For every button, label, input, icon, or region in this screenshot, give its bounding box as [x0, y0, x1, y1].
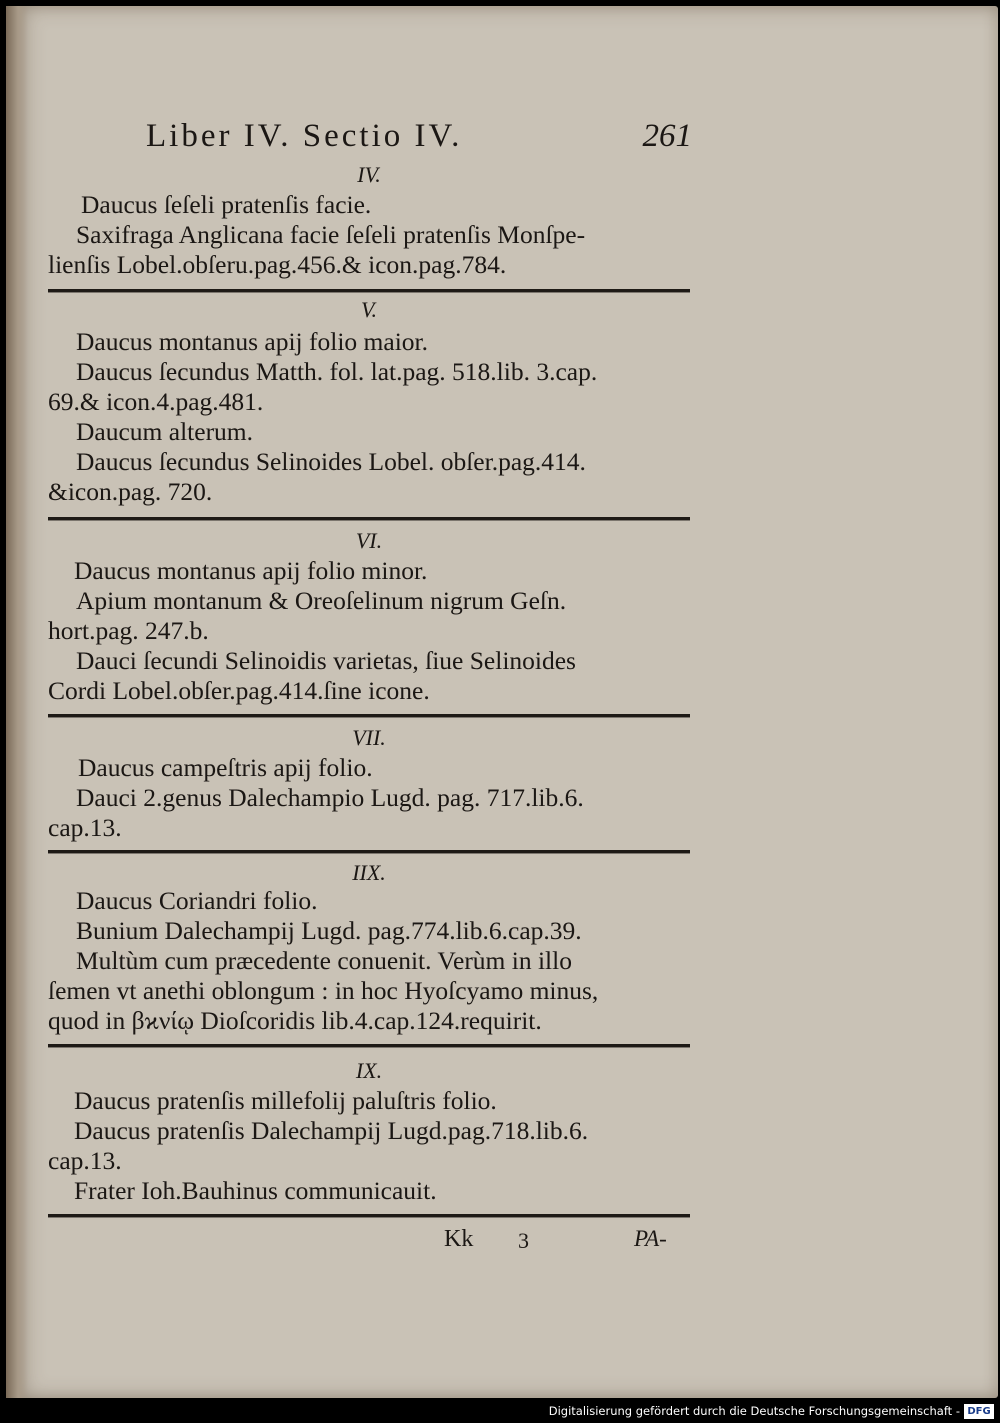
entry-line: Daucus Coriandri folio.	[76, 886, 318, 915]
entry-line: lienſis Lobel.obſeru.pag.456.& icon.pag.784.	[48, 250, 507, 279]
entry-line: quod in βϰνίῳ Dioſcoridis lib.4.cap.124.requirit.	[48, 1006, 542, 1035]
entry-line: hort.pag. 247.b.	[48, 616, 209, 645]
entry-line: Frater Ioh.Bauhinus communicauit.	[74, 1176, 437, 1205]
entry-section-vii	[48, 725, 690, 855]
page-number: 261	[642, 118, 692, 154]
entry-line: Multùm cum præcedente conuenit. Verùm in illo	[76, 946, 572, 975]
entry-line: Bunium Dalechampij Lugd. pag.774.lib.6.cap.39.	[76, 916, 582, 945]
signature-mark: Kk	[444, 1226, 474, 1252]
section-numeral: IIX.	[352, 860, 386, 885]
entry-line: cap.13.	[48, 1146, 122, 1175]
section-numeral: VII.	[352, 725, 386, 750]
running-header-title: Liber IV. Sectio IV.	[146, 118, 463, 154]
digitization-bar	[0, 1401, 1000, 1423]
section-divider	[48, 850, 690, 853]
section-numeral: VI.	[355, 528, 383, 553]
section-divider	[48, 1044, 690, 1047]
entry-line: Daucus campeſtris apij folio.	[78, 753, 373, 782]
entry-line: Saxifraga Anglicana facie ſeſeli pratenſis Monſpe-	[76, 220, 586, 249]
page-footer	[0, 1226, 1000, 1260]
section-numeral: IX.	[355, 1058, 383, 1083]
entry-section-v	[48, 297, 690, 521]
entry-line: Daucus montanus apij folio minor.	[74, 556, 428, 585]
section-divider	[48, 289, 690, 292]
entry-line: Cordi Lobel.obſer.pag.414.ſine icone.	[48, 676, 430, 705]
section-numeral: V.	[360, 297, 378, 322]
section-divider	[48, 1214, 690, 1217]
entry-section-iix	[48, 860, 690, 1050]
entry-line: &icon.pag. 720.	[48, 477, 213, 506]
entry-section-ix	[48, 1058, 690, 1223]
dfg-logo-icon: DFG	[964, 1404, 994, 1419]
catchword: PA-	[634, 1226, 667, 1251]
entry-line: Dauci ſecundi Selinoidis varietas, ſiue Selinoides	[76, 646, 576, 675]
section-divider	[48, 714, 690, 717]
digitization-note: Digitalisierung gefördert durch die Deutsche Forschungsgemeinschaft -	[548, 1404, 960, 1418]
entry-line: ſemen vt anethi oblongum : in hoc Hyoſcyamo minus,	[48, 976, 599, 1005]
entry-section-iv	[48, 162, 690, 297]
entry-line: Daucus ſeſeli pratenſis facie.	[81, 190, 372, 219]
running-header	[146, 118, 692, 158]
section-divider	[48, 517, 690, 520]
entry-line: Dauci 2.genus Dalechampio Lugd. pag. 717.lib.6.	[76, 783, 584, 812]
entry-line: 69.& icon.4.pag.481.	[48, 387, 264, 416]
entry-line: cap.13.	[48, 813, 122, 842]
entry-section-vi	[48, 528, 690, 718]
signature-number: 3	[518, 1228, 529, 1253]
entry-line: Apium montanum & Oreoſelinum nigrum Geſn.	[76, 586, 567, 615]
entry-line: Daucus pratenſis Dalechampij Lugd.pag.718.lib.6.	[74, 1116, 589, 1145]
entry-line: Daucus pratenſis millefolij paluſtris folio.	[74, 1086, 497, 1115]
entry-line: Daucus ſecundus Matth. fol. lat.pag. 518.lib. 3.cap.	[76, 357, 598, 386]
section-numeral: IV.	[357, 162, 381, 187]
entry-line: Daucum alterum.	[76, 417, 254, 446]
entry-line: Daucus montanus apij folio maior.	[76, 327, 428, 356]
entry-line: Daucus ſecundus Selinoides Lobel. obſer.pag.414.	[76, 447, 586, 476]
page-binding-shadow	[6, 6, 28, 1398]
